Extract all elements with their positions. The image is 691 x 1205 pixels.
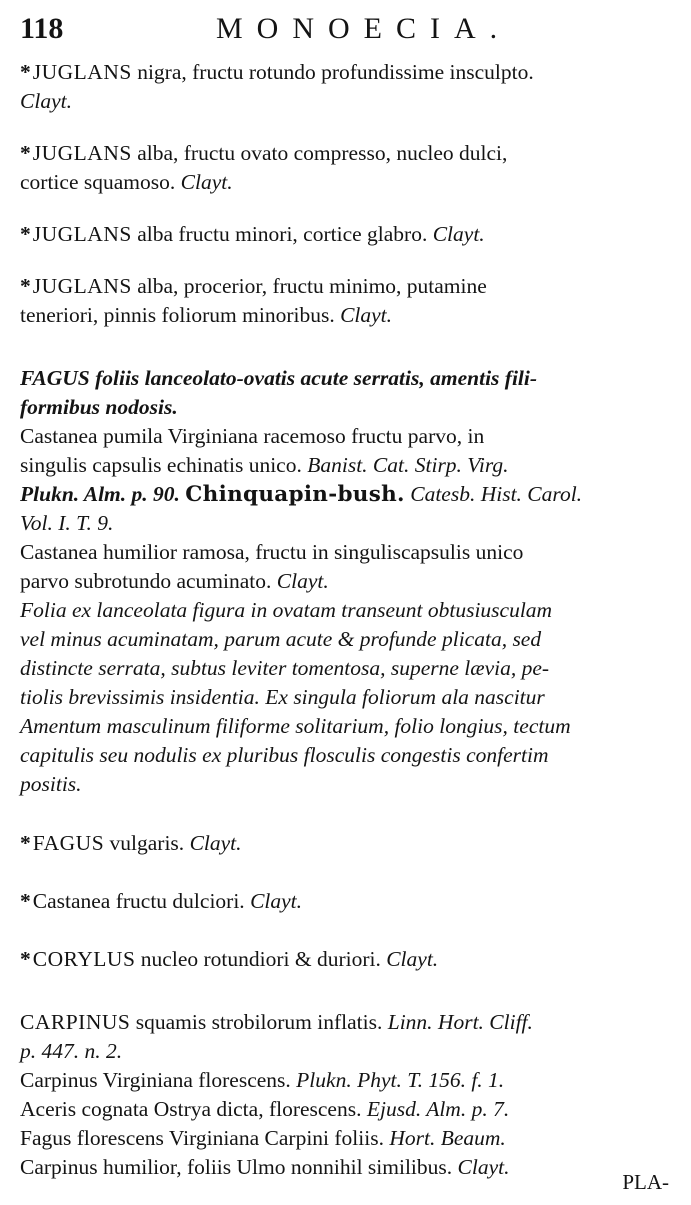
running-head: MONOECIA.	[216, 12, 512, 45]
entry-text: alba, fructu ovato compresso, nucleo dulci,	[131, 141, 508, 165]
entry-text: Castanea fructu dulciori.	[32, 889, 251, 913]
citation: Linn. Hort. Cliff.	[387, 1010, 533, 1034]
page-header	[20, 10, 671, 50]
asterisk-mark: *	[20, 889, 31, 913]
asterisk-mark: *	[20, 947, 31, 971]
authority: Clayt.	[189, 831, 242, 855]
genus-name: CORYLUS	[32, 947, 136, 971]
asterisk-mark: *	[20, 60, 31, 84]
synonym-line: Castanea pumila Virginiana racemoso fructu parvo, in	[20, 424, 485, 448]
asterisk-mark: *	[20, 274, 31, 298]
citation: Plukn. Phyt. T. 156. f. 1.	[296, 1068, 505, 1092]
entry-fagus	[20, 364, 670, 799]
entry-castanea	[20, 887, 670, 916]
citation-volume: Vol. I. T. 9.	[20, 511, 114, 535]
page-body	[20, 58, 670, 1205]
entry-juglans-alba-2	[20, 220, 670, 249]
fagus-diagnosis-line-2: formibus nodosis.	[20, 395, 178, 419]
entry-corylus	[20, 945, 670, 974]
entry-text: alba, procerior, fructu minimo, putamine	[131, 274, 487, 298]
catchword: PLA-	[622, 1170, 669, 1194]
description-line: vel minus acuminatam, parum acute & profunde plicata, sed	[20, 627, 542, 651]
authority: Clayt.	[340, 303, 393, 327]
entry-text: vulgaris.	[104, 831, 190, 855]
genus-name: FAGUS	[32, 831, 105, 855]
entry-juglans-alba-3	[20, 272, 670, 330]
description-line: positis.	[20, 772, 82, 796]
genus-name: JUGLANS	[32, 274, 132, 298]
description-line: capitulis seu nodulis ex pluribus flosculis congestis confertim	[20, 743, 549, 767]
authority: Clayt.	[20, 89, 72, 113]
synonym-text: parvo subrotundo acuminato.	[20, 569, 277, 593]
synonym-text: Fagus florescens Virginiana Carpini foliis.	[20, 1126, 390, 1150]
entry-text: cortice squamoso.	[20, 170, 181, 194]
synonym-text: Carpinus Virginiana florescens.	[20, 1068, 297, 1092]
genus-name: JUGLANS	[32, 222, 132, 246]
fagus-diagnosis-line-1: FAGUS foliis lanceolato-ovatis acute serratis, amentis fili-	[20, 366, 538, 390]
synonym-text: singulis capsulis echinatis unico.	[20, 453, 308, 477]
asterisk-mark: *	[20, 222, 31, 246]
description-line: distincte serrata, subtus leviter tomentosa, superne lævia, pe-	[20, 656, 550, 680]
entry-text: nigra, fructu rotundo profundissime insculpto.	[131, 60, 534, 84]
page-number: 118	[20, 12, 64, 45]
entry-text: squamis strobilorum inflatis.	[130, 1010, 388, 1034]
citation: Banist. Cat. Stirp. Virg.	[307, 453, 509, 477]
entry-text: alba fructu minori, cortice glabro.	[131, 222, 433, 246]
entry-juglans-alba-1	[20, 139, 670, 197]
entry-text: teneriori, pinnis foliorum minoribus.	[20, 303, 341, 327]
common-name-blackletter: Chinquapin-bush.	[185, 482, 405, 507]
synonym-text: Carpinus humilior, foliis Ulmo nonnihil similibus.	[20, 1155, 458, 1179]
genus-name: JUGLANS	[32, 141, 132, 165]
description-line: tiolis brevissimis insidentia. Ex singula foliorum ala nascitur	[20, 685, 545, 709]
genus-name: CARPINUS	[20, 1010, 131, 1034]
citation-page: p. 447. n. 2.	[20, 1039, 123, 1063]
asterisk-mark: *	[20, 831, 31, 855]
citation: Plukn. Alm. p. 90.	[20, 482, 186, 506]
genus-name: JUGLANS	[32, 60, 132, 84]
description-line: Folia ex lanceolata figura in ovatam transeunt obtusiusculam	[20, 598, 553, 622]
authority: Clayt.	[276, 569, 329, 593]
authority: Clayt.	[180, 170, 233, 194]
synonym-text: Aceris cognata Ostrya dicta, florescens.	[20, 1097, 367, 1121]
authority: Clayt.	[432, 222, 485, 246]
citation: Hort. Beaum.	[389, 1126, 506, 1150]
authority: Clayt.	[457, 1155, 510, 1179]
synonym-line: Castanea humilior ramosa, fructu in singuliscapsulis unico	[20, 540, 524, 564]
entry-carpinus	[20, 1008, 670, 1182]
authority: Clayt.	[250, 889, 303, 913]
description-line: Amentum masculinum filiforme solitarium, folio longius, tectum	[20, 714, 571, 738]
entry-text: nucleo rotundiori & duriori.	[135, 947, 387, 971]
authority: Clayt.	[386, 947, 439, 971]
asterisk-mark: *	[20, 141, 31, 165]
citation: Ejusd. Alm. p. 7.	[366, 1097, 510, 1121]
entry-fagus-vulgaris	[20, 829, 670, 858]
entry-juglans-nigra	[20, 58, 670, 116]
citation: Catesb. Hist. Carol.	[404, 482, 583, 506]
